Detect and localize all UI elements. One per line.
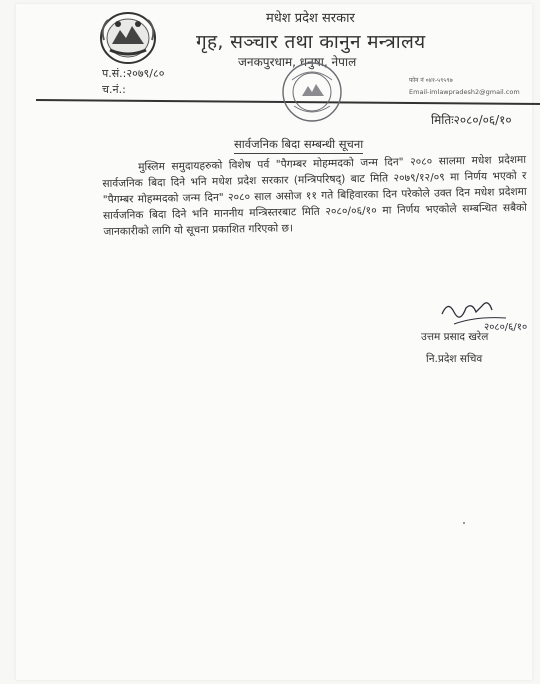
signature-date: २०८०/६/१० — [484, 322, 528, 333]
paper-speck — [463, 522, 465, 524]
dispatch-number: च.नं.: — [102, 83, 126, 96]
nepal-emblem-icon — [98, 10, 158, 66]
reference-number: प.सं.:२०७९/८० — [102, 67, 165, 80]
notice-body: मुस्लिम समुदायहरुको विशेष पर्व "पैगम्बर मोहम्मदको जन्म दिन" २०८० सालमा मधेश प्रदेशमा सार्वजनिक बिदा दिने भनि मधेश प्रदेश सरकार (मन्त्रिपरिषद्) बाट मिति २०७९/१२/०९ मा निर्णय भएको र "पैगम्बर मोहम्मदको जन्म दिन" २०८० साल असोज ११ गते बिहिवारका दिन परेकोले उक्त दिन मधेश प्रदेशमा सार्वजनिक बिदा दिने भनि माननीय मन्त्रिस्तरबाट मिति २०८०/०६/१० मा निर्णय भएकोले सम्बन्धित सबैको जानकारीको लागि यो सूचना प्रकाशित गरिएको छ। — [102, 153, 528, 238]
office-address: जनकपुरधाम, धनुषा, नेपाल — [238, 55, 357, 69]
document-page — [16, 4, 532, 680]
signatory-title: नि.प्रदेश सचिव — [426, 353, 483, 365]
signatory-name: उत्तम प्रसाद खरेल — [421, 331, 489, 343]
phone-number: फोन नं ०४१-५९५९७ — [409, 77, 453, 84]
notice-subject: सार्वजनिक बिदा सम्बन्धी सूचना — [234, 137, 363, 154]
ministry-name: गृह, सञ्चार तथा कानुन मन्त्रालय — [196, 31, 426, 53]
email-address: Email-imlawpradesh2@gmail.com — [409, 88, 520, 96]
government-name: मधेश प्रदेश सरकार — [266, 11, 355, 26]
official-stamp — [280, 60, 344, 124]
notice-date: मितिः२०८०/०६/१० — [431, 113, 512, 127]
